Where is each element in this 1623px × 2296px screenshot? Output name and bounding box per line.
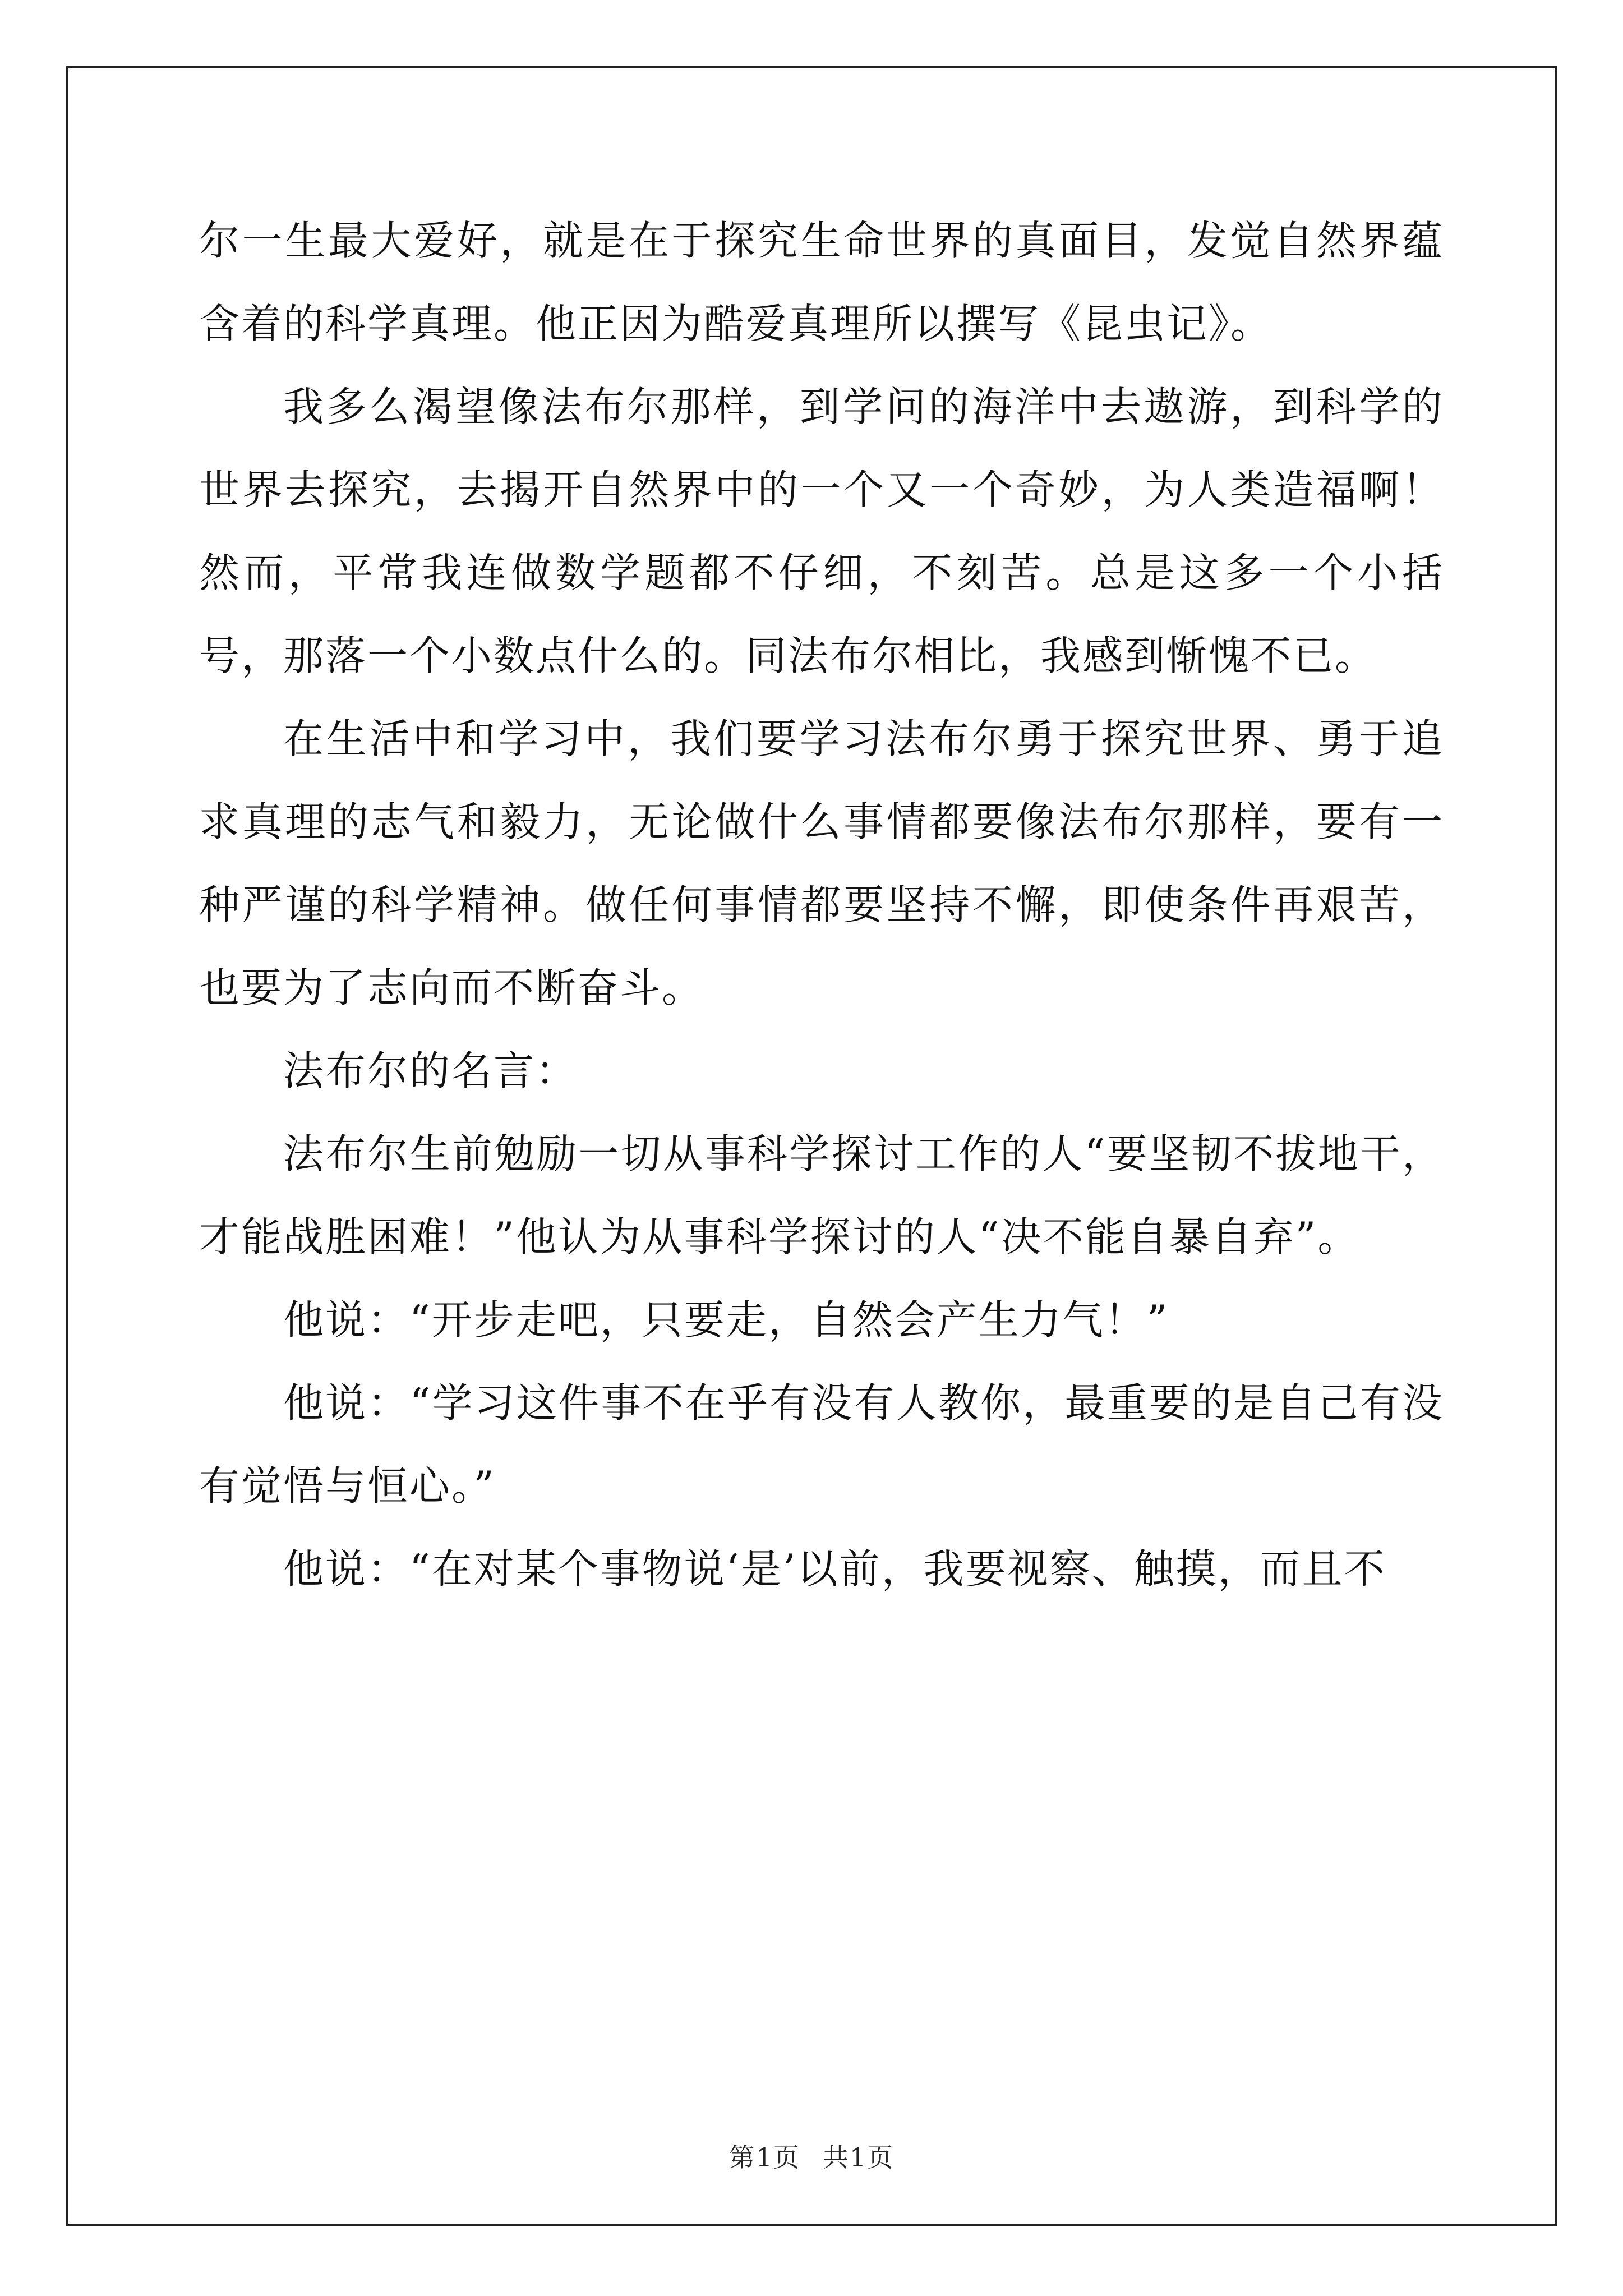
page-total: 共1页 (823, 2142, 895, 2173)
page-footer (0, 2137, 1623, 2174)
paragraph-2: 我多么渴望像法布尔那样，到学问的海洋中去遨游，到科学的世界去探究，去揭开自然界中的一个又一个奇妙，为人类造福啊！然而，平常我连做数学题都不仔细，不刻苦。总是这多一个小括号，那落一个小数点什么的。同法布尔相比，我感到惭愧不已。 (199, 383, 1444, 679)
document-body (199, 199, 1444, 1611)
paragraph-8-quote: 他说：“在对某个事物说‘是’以前，我要视察、触摸，而且不 (283, 1545, 1386, 1593)
paragraph-6-quote: 他说：“开步走吧，只要走，自然会产生力气！” (283, 1296, 1169, 1343)
paragraph-5: 法布尔生前勉励一切从事科学探讨工作的人“要坚韧不拔地干，才能战胜困难！”他认为从事科学探讨的人“决不能自暴自弃”。 (199, 1130, 1444, 1260)
page-number: 第1页 (728, 2142, 800, 2173)
paragraph-1: 尔一生最大爱好，就是在于探究生命世界的真面目，发觉自然界蕴含着的科学真理。他正因为酷爱真理所以撰写《昆虫记》。 (199, 217, 1444, 347)
paragraph-7-quote: 他说：“学习这件事不在乎有没有人教你，最重要的是自己有没有觉悟与恒心。” (199, 1379, 1444, 1510)
paragraph-4-heading: 法布尔的名言： (283, 1047, 578, 1094)
paragraph-3: 在生活中和学习中，我们要学习法布尔勇于探究世界、勇于追求真理的志气和毅力，无论做什么事情都要像法布尔那样，要有一种严谨的科学精神。做任何事情都要坚持不懈，即使条件再艰苦，也要为了志向而不断奋斗。 (199, 715, 1444, 1011)
